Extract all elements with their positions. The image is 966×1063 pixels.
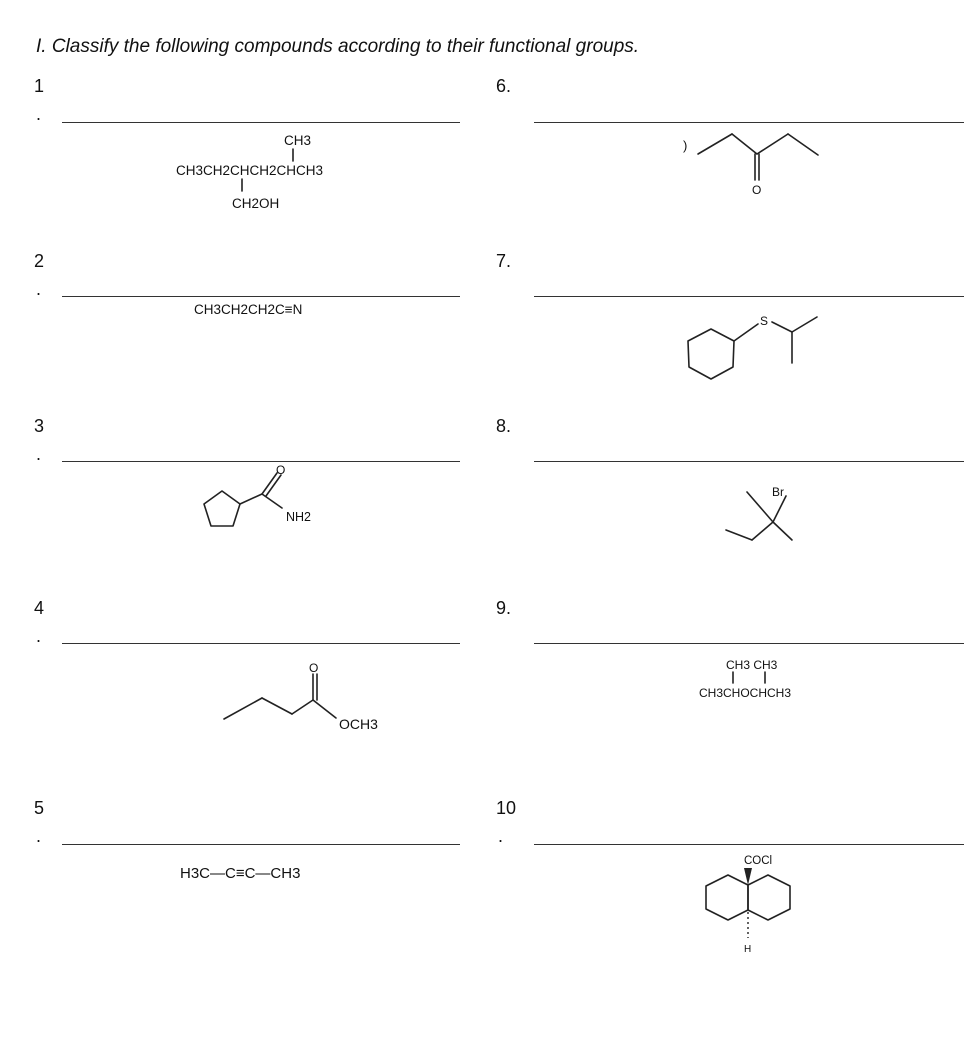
compound-3-structure	[196, 460, 336, 540]
item-number-6: 6.	[496, 76, 512, 96]
answer-line-5[interactable]	[62, 844, 460, 845]
compound-6-structure	[680, 128, 830, 203]
compound-4-structure	[220, 660, 400, 740]
c10-acyl-group: COCl	[744, 855, 773, 867]
answer-line-1[interactable]	[62, 122, 460, 123]
compound-9-structure	[696, 654, 836, 714]
item-dot-2: .	[36, 279, 42, 299]
item-number-9: 9.	[496, 598, 512, 618]
answer-line-2[interactable]	[62, 296, 460, 297]
item-number-5: 5	[34, 798, 45, 818]
c1-bottom-group: CH2OH	[232, 196, 280, 211]
answer-line-9[interactable]	[534, 643, 964, 644]
item-dot-5: .	[36, 826, 42, 846]
compound-2-formula: CH3CH2CH2C≡N	[194, 302, 303, 317]
item-number-3: 3	[34, 416, 45, 436]
c4-methoxy: OCH3	[339, 716, 378, 732]
item-dot-1: .	[36, 104, 42, 124]
c6-mark: )	[683, 138, 688, 153]
c9-top-groups: CH3 CH3	[726, 658, 778, 672]
answer-line-6[interactable]	[534, 122, 964, 123]
compound-10-structure	[696, 848, 816, 958]
c3-oxygen: O	[276, 463, 286, 477]
item-number-7: 7.	[496, 251, 512, 271]
worksheet-title: I. Classify the following compounds according to their functional groups.	[36, 36, 640, 57]
c6-oxygen: O	[752, 183, 762, 197]
c1-top-group: CH3	[284, 133, 312, 148]
item-number-4: 4	[34, 598, 45, 618]
compound-7-structure	[680, 305, 830, 385]
item-number-1: 1	[34, 76, 45, 96]
c9-main-chain: CH3CHOCHCH3	[699, 686, 792, 700]
item-number-8: 8.	[496, 416, 512, 436]
compound-8-structure	[720, 480, 830, 550]
compound-5-formula: H3C—C≡C—CH3	[180, 865, 301, 882]
c7-sulfur: S	[760, 314, 769, 328]
item-dot-4: .	[36, 626, 42, 646]
c3-amine: NH2	[286, 510, 312, 524]
c10-hydrogen: H	[744, 944, 752, 955]
item-number-2: 2	[34, 251, 45, 271]
c4-oxygen: O	[309, 661, 319, 675]
answer-line-7[interactable]	[534, 296, 964, 297]
c1-main-chain: CH3CH2CHCH2CHCH3	[176, 163, 324, 178]
answer-line-4[interactable]	[62, 643, 460, 644]
item-dot-10: .	[498, 826, 504, 846]
item-dot-3: .	[36, 444, 42, 464]
item-number-10: 10	[496, 798, 517, 818]
c8-bromine: Br	[772, 485, 784, 499]
compound-1-structure	[170, 128, 360, 218]
answer-line-10[interactable]	[534, 844, 964, 845]
answer-line-8[interactable]	[534, 461, 964, 462]
